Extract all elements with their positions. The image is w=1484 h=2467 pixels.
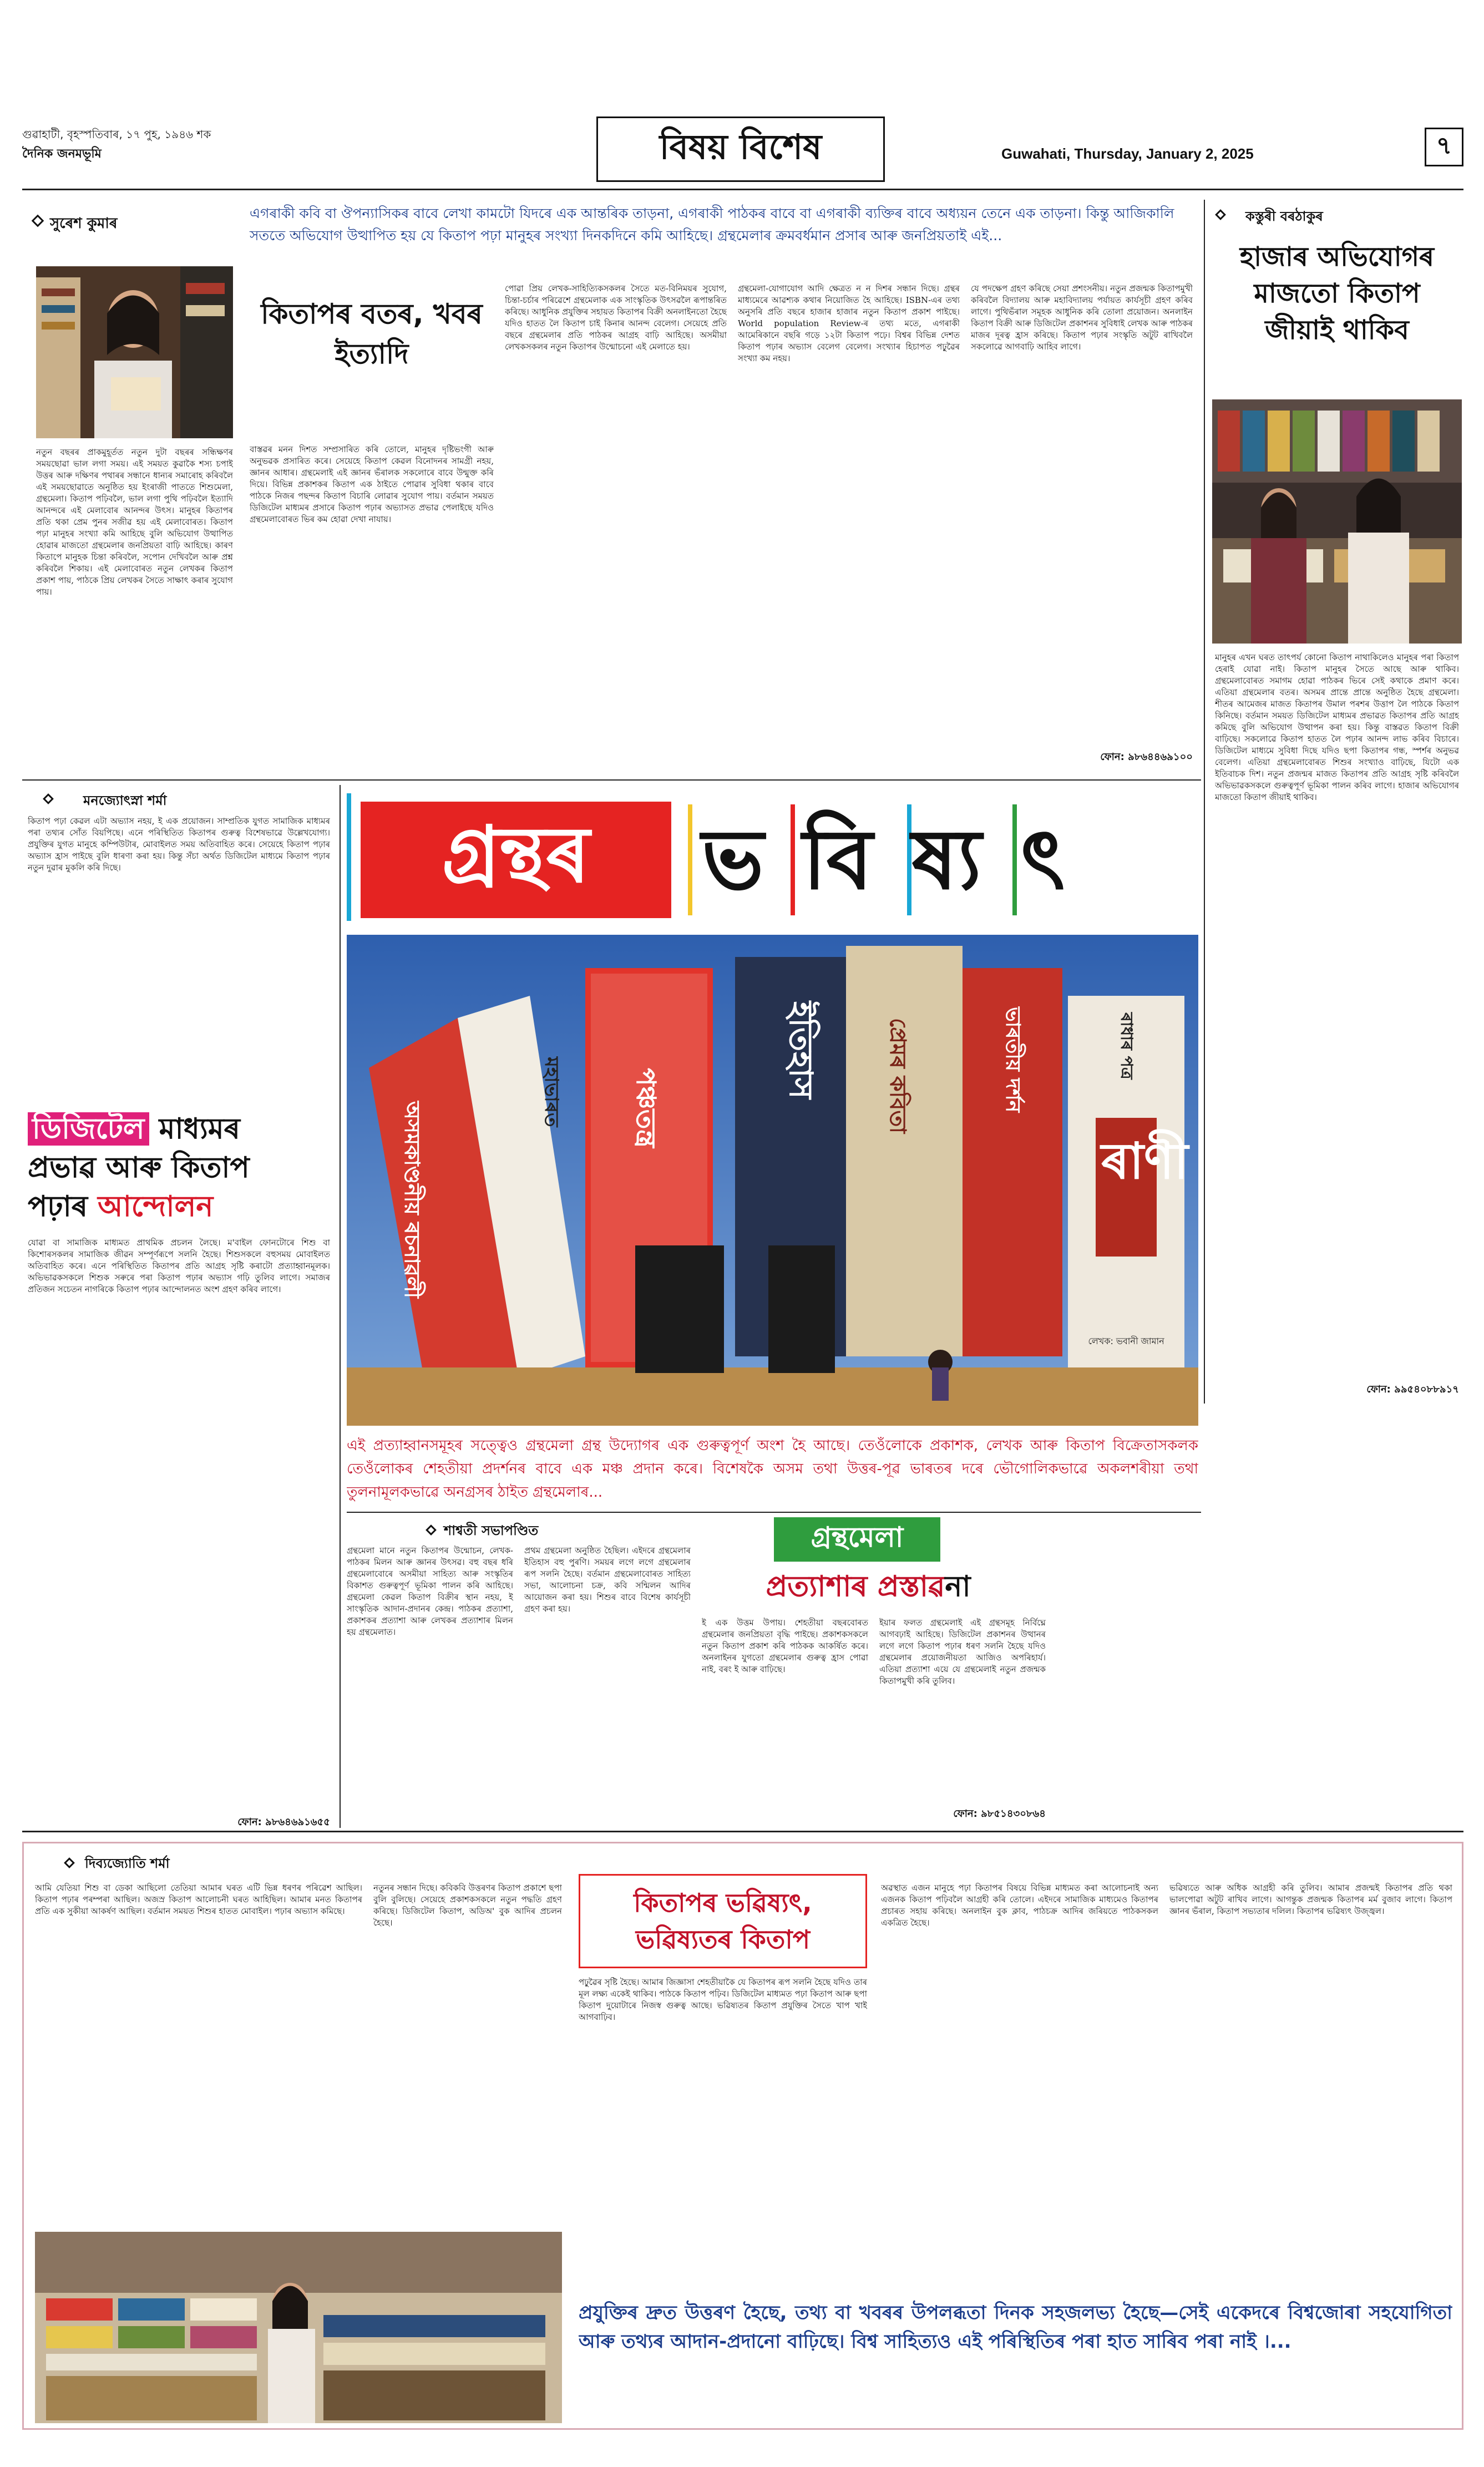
reader-photo (36, 266, 233, 438)
article1-phone: ফোন: ৯৮৬৪৪৬৯১০০ (1100, 751, 1193, 763)
article-1 (22, 200, 1198, 777)
banner-title-part2: ভবিষ্যৎ (702, 812, 1104, 908)
header-rule (22, 189, 1463, 190)
section-title-box (596, 116, 885, 182)
article4-phone: ফোন: ৯৮৫১৪৩০৮৬৪ (953, 1808, 1046, 1820)
article5-col1: আমি যেতিয়া শিশু বা ডেকা আছিলো তেতিয়া আমাৰ ঘৰত এটি ভিন্ন ধৰণৰ পৰিৱেশ আছিল। কিতাপ পঢ়াৰ পৰম্পৰা আছিল। অজস্ৰ কিতাপ আলোচনী ঘৰত আহিছিল। আমাৰ মনত কিতাপৰ প্ৰতি এক সুকীয়া আকৰ্ষণ আছিল। বৰ্তমান সময়ত শিশুৰ হাতত মোবাইল। পঢ়াৰ অভ্যাস কমিছে। (35, 1883, 362, 1916)
divider-h-3 (22, 1831, 1463, 1832)
divider-h-2 (347, 1512, 1201, 1513)
article4-col3: ই এক উত্তম উপায়। শেহতীয়া বছৰবোৰত গ্ৰন্থমেলাৰ জনপ্ৰিয়তা বৃদ্ধি পাইছে। প্ৰকাশকসকলে নতুন কিতাপ প্ৰকাশ কৰি পাঠকক আকৰ্ষিত কৰে। অনলাইনৰ যুগতো গ্ৰন্থমেলাৰ গুৰুত্ব হ্ৰাস পোৱা নাই, বৰং ই আৰু বাঢ়িছে। (702, 1618, 868, 1674)
article5-bottom-quote: প্ৰযুক্তিৰ দ্ৰুত উত্তৰণ হৈছে, তথ্য বা খবৰৰ উপলব্ধতা দিনক সহজলভ্য হৈছে—সেই একেদৰে বিশ্বজোৰা সহযোগিতা আৰু তথ্যৰ আদান-প্ৰদানো বাঢ়িছে। বিশ্ব সাহিত্যও এই পৰিস্থিতিৰ পৰা হাত সাৰিব পৰা নাই ।... (579, 2302, 1452, 2353)
article-3 (22, 785, 336, 1828)
headline-rest1: মাধ্যমৰ (149, 1112, 240, 1146)
bookshop-photo (35, 2232, 562, 2423)
bookstall-photo-art (1212, 399, 1462, 644)
article-2 (1212, 200, 1462, 1404)
article3-body-top: কিতাপ পঢ়া কেৱল এটা অভ্যাস নহয়, ই এক প্ৰয়োজন। সাম্প্ৰতিক যুগত সামাজিক মাধ্যমৰ পৰা তথ্যৰ সোঁত বিয়পিছে। এনে পৰিস্থিতিত কিতাপৰ গুৰুত্ব বিশেষভাৱে উল্লেখযোগ্য। প্ৰযুক্তিৰ যুগত মানুহে কম্পিউটাৰ, মোবাইলত সময় অতিবাহিত কৰে। সেয়েহে কিতাপ পঢ়াৰ অভ্যাস হ্ৰাস পাইছে বুলি ধাৰণা কৰা হয়। কিন্তু সঁচা অৰ্থত ডিজিটেল মাধ্যমে কিতাপ পঢ়াৰ নতুন দুৱাৰ মুকলি কৰি দিছে। (28, 816, 330, 873)
article3-headline (28, 1110, 330, 1226)
book-title-3: ভাৰতীয় দৰ্শন (1001, 1007, 1024, 1113)
banner-bar-yellow (688, 804, 692, 915)
author-name: শাশ্বতী সভাপণ্ডিত (444, 1523, 539, 1538)
divider-v-left (340, 785, 341, 1828)
article5-col3: পঢ়ুৱৈৰ সৃষ্টি হৈছে। আমাৰ জিজ্ঞাসা শেহতীয়াকৈ যে কিতাপৰ ৰূপ সলনি হৈছে যদিও তাৰ মূল লক্ষ্য একেই থাকিব। পাঠকে কিতাপ পঢ়িব। ডিজিটেল মাধ্যমত পঢ়া কিতাপ আৰু ছপা কিতাপ দুয়োটাৰে নিজস্ব গুৰুত্ব আছে। ভৱিষ্যতৰ কিতাপ প্ৰযুক্তিৰ সৈতে খাপ খাই আগবাঢ়িব। (579, 1977, 867, 2022)
book-spine-mid: মহাভাৰত (540, 1057, 563, 1127)
article4-col1: গ্ৰন্থমেলা মানে নতুন কিতাপৰ উন্মোচন, লেখক-পাঠকৰ মিলন আৰু জ্ঞানৰ উৎসৱ। বহু বছৰ ধৰি গ্ৰন্থমেলাবোৰে অসমীয়া সাহিত্য আৰু সংস্কৃতিৰ বিকাশত গুৰুত্বপূৰ্ণ ভূমিকা পালন কৰি আহিছে। গ্ৰন্থমেলা কেৱল কিতাপ বিক্ৰীৰ স্থান নহয়, ই সাংস্কৃতিক আদান-প্ৰদানৰ কেন্দ্ৰ। পাঠকৰ প্ৰত্যাশা, প্ৰকাশকৰ প্ৰত্যাশা আৰু লেখকৰ প্ৰত্যাশাৰ মিলন হয় গ্ৰন্থমেলাত। (347, 1546, 513, 1637)
headline-part-b: না (945, 1570, 971, 1603)
book-poster-tag: লেখক: ভবানী জামান (1088, 1336, 1164, 1346)
book-title-0: পঞ্চতন্ত্ৰ (630, 1068, 661, 1148)
article1-col-left: নতুন বছৰৰ প্ৰাকমুহূৰ্তত নতুন দুটা বছৰৰ সন্ধিক্ষণৰ সময়ছোৱা ভাল লগা সময়। এই সময়ত কুৱাকৈ শস্য চপাই উত্তৰ আৰু দক্ষিণৰ পথাৰৰ সন্ধানে ধান্যৰ সমাৰোহ কৰিবলৈ এই সময়ছোৱাতে অনুষ্ঠিত হয় ইংৰাজী পাততে শিশুমেলা, গ্ৰন্থমেলা। কিতাপ পঢ়িবলৈ, ভাল লগা পুথি পঢ়িবলৈ ইত্যাদি আনন্দৰে এই মেলাবোৰ আনন্দৰ উৎস। মানুহৰ কিতাপৰ প্ৰতি থকা প্ৰেম পুনৰ সজীৱ হয় এই মেলাবোৰত। কিতাপ পঢ়া মানুহৰ সংখ্যা কমি আহিছে বুলি অভিযোগ উত্থাপিত হোৱাৰ মাজতো গ্ৰন্থমেলাৰ জনপ্ৰিয়তা বাঢ়ি আহিছে। কাৰণ কিতাপে মানুহক চিন্তা কৰিবলৈ, সপোন দেখিবলৈ আৰু প্ৰশ্ন কৰিবলৈ শিকায়। এই মেলাবোৰত নতুন লেখকৰ কিতাপ প্ৰকাশ পায়, পাঠকে প্ৰিয় লেখকৰ সৈতে সাক্ষাৎ কৰাৰ সুযোগ পায়। (36, 447, 233, 597)
author-name: সুৰেশ কুমাৰ (50, 215, 118, 232)
author-name: দিব্যজ্যোতি শৰ্মা (85, 1856, 170, 1871)
section-title: বিষয় বিশেষ (659, 126, 822, 167)
article4-tag: গ্ৰন্থমেলা (811, 1521, 904, 1553)
author-bullet (426, 1524, 437, 1536)
book-installation-art (347, 935, 1198, 1426)
article-5-frame (22, 1842, 1463, 2430)
header-left-date: গুৱাহাটী, বৃহস্পতিবাৰ, ১৭ পুহ, ১৯৪৬ শক (22, 128, 211, 141)
header-right-date: Guwahati, Thursday, January 2, 2025 (1001, 145, 1254, 162)
article-4 (347, 1517, 1462, 1828)
article1-headline: কিতাপৰ বতৰ, খবৰ ইত্যাদি (261, 298, 483, 370)
article5-headline-line1: কিতাপৰ ভৱিষ্যৎ, (634, 1888, 812, 1918)
author-bullet (43, 793, 54, 804)
author-name: মনজ্যোৎস্না শৰ্মা (83, 793, 167, 808)
banner-title-area (347, 791, 1198, 924)
book-spine-left: অসমকাণ্ডনীয় ৰচনাৱলী (400, 1101, 424, 1299)
article5-headline-box (579, 1874, 867, 1968)
article2-phone: ফোন: ৯৯৫৪০৮৮৯১৭ (1366, 1384, 1459, 1395)
article5-col4: অৱস্থাত এজন মানুহে পঢ়া কিতাপৰ বিষয়ে বিভিন্ন মাধ্যমত কৰা আলোচনাই অন্য এজনক কিতাপ পঢ়িবলৈ আগ্ৰহী কৰি তোলে। এইদৰে সামাজিক মাধ্যমেও কিতাপৰ প্ৰচাৰত সহায় কৰিছে। অনলাইন বুক ক্লাব, পাঠচক্ৰ আদিৰ জৰিয়তে পাঠকসকল একত্ৰিত হৈছে। (881, 1883, 1158, 1928)
book-title-1: ইতিহাস (782, 1001, 820, 1099)
article1-col-r2: গ্ৰন্থমেলা-যোগাযোগ আদি ক্ষেত্ৰত ন ন দিশৰ সন্ধান দিছে। গ্ৰন্থৰ মাধ্যমেৰে আৱশ্যক কথাৰ নিয়োজিত হৈ আহিছে। ISBN-এৰ তথ্য অনুসৰি প্ৰতি বছৰে হাজাৰ হাজাৰ নতুন কিতাপ প্ৰকাশ পাইছে। World population Review-ৰ তথ্য মতে, এগৰাকী আমেৰিকানে বছৰি গড়ে ১২টা কিতাপ পঢ়ে। বিশ্বৰ বিভিন্ন দেশত কিতাপ পঢ়াৰ অভ্যাস বেলেগ বেলেগ। সংখ্যাৰ হিচাপত পঢ়ুৱৈৰ সংখ্যা কম নহয়। (738, 283, 960, 363)
banner-title-part1: গ্ৰন্থৰ (442, 809, 590, 900)
page-number: ৭ (1436, 131, 1452, 160)
article5-col2: নতুনৰ সন্ধান দিছে। কবিকবি উত্তৰণৰ কিতাপ প্ৰকাশে ছপা বুলি বুলিছে। সেয়েহে প্ৰকাশকসকলে নতুন পদ্ধতি গ্ৰহণ কৰিছে। ডিজিটেল কিতাপ, অডিঅ' বুক আদিৰ প্ৰচলন হৈছে। (373, 1883, 562, 1928)
article4-tag-box (774, 1517, 940, 1562)
banner-caption: এই প্ৰত্যাহ্বানসমূহৰ সত্ত্বেও গ্ৰন্থমেলা গ্ৰন্থ উদ্যোগৰ এক গুৰুত্বপূৰ্ণ অংশ হৈ আছে। তেওঁলোকে প্ৰকাশক, লেখক আৰু কিতাপ বিক্ৰেতাসকলক তেওঁলোকৰ শেহতীয়া প্ৰদৰ্শনৰ বাবে এক মঞ্চ প্ৰদান কৰে। বিশেষকৈ অসম তথা উত্তৰ-পূৱ ভাৰতৰ দৰে ভৌগোলিকভাৱে অকলশৰীয়া তথা তুলনামূলকভাৱে অনগ্ৰসৰ ঠাইত গ্ৰন্থমেলাৰ... (347, 1437, 1198, 1501)
book-title-2: প্ৰেমৰ কবিতা (885, 1018, 910, 1134)
article1-col-r3: যে পদক্ষেপ গ্ৰহণ কৰিছে সেয়া প্ৰশংসনীয়। নতুন প্ৰজন্মক কিতাপমুখী কৰিবলৈ বিদ্যালয় আৰু মহাবিদ্যালয় পৰ্যায়ত কাৰ্যসূচী গ্ৰহণ কৰিব লাগে। পুথিভঁৰাল সমূহক আধুনিক কৰি তোলা প্ৰয়োজন। অনলাইন কিতাপ বিক্ৰী আৰু ডিজিটেল প্ৰকাশনৰ সুবিধাই লেখক আৰু পাঠকৰ মাজৰ দূৰত্ব হ্ৰাস কৰিছে। কিতাপ পঢ়াৰ সংস্কৃতি অটুট ৰাখিবলৈ সকলোৱে আগবাঢ়ি আহিব লাগে। (971, 283, 1193, 352)
article3-phone: ফোন: ৯৮৬৪৬৯১৬৫৫ (237, 1816, 330, 1828)
divider-v-right (1204, 200, 1205, 1404)
reader-photo-art (36, 266, 233, 438)
article2-body: মানুহৰ এখন ঘৰত তাৎপৰ্য কোনো কিতাপ নাথাকিলেও মানুহৰ পৰা কিতাপ হেৰাই যোৱা নাই। কিতাপ মানুহৰ সৈতে আছে আৰু থাকিব। গ্ৰন্থমেলাবোৰত সমাগম হোৱা পাঠকৰ ভিৰে সেই কথাকে প্ৰমাণ কৰে। এতিয়া গ্ৰন্থমেলাৰ বতৰ। অসমৰ প্ৰান্তে প্ৰান্তে অনুষ্ঠিত হৈছে গ্ৰন্থমেলা। শীতৰ আমেজৰ মাজত কিতাপৰ উমাল পৰশৰ উত্তাপ লৈ পাঠকে কিতাপ কিনিছে। বৰ্তমান সময়ত ডিজিটেল মাধ্যমৰ প্ৰভাৱত কিতাপৰ প্ৰতি আগ্ৰহ কমিছে বুলি অভিযোগ উত্থাপন কৰা হয়। কিন্তু বাস্তৱত কিতাপ বিক্ৰী বাঢ়িছে। সকলোৱে কিতাপ হাতত লৈ পঢ়াৰ আনন্দ লাভ কৰিব বিচাৰে। ডিজিটেল মাধ্যমে সুবিধা দিছে যদিও ছপা কিতাপৰ গন্ধ, স্পৰ্শৰ অনুভৱ বেলেগ। এতিয়া গ্ৰন্থমেলাবোৰত শিশুৰ সংখ্যাও বাঢ়িছে, যিটো এক ইতিবাচক দিশ। নতুন প্ৰজন্মৰ মাজত কিতাপৰ প্ৰতি আগ্ৰহ সৃষ্টি কৰিবলৈ অভিভাৱকসকলে গুৰুত্বপূৰ্ণ ভূমিকা পালন কৰিব লাগে। হাজাৰ অভিযোগৰ মাজতো কিতাপ জীয়াই থাকিব। (1215, 652, 1459, 802)
book-installation-photo (347, 935, 1198, 1426)
headline-line2: প্ৰভাৱ আৰু কিতাপ (28, 1151, 250, 1184)
book-spine-right: ৰাধাৰ পত্ৰ (1117, 1012, 1136, 1080)
banner-title-part1-box (361, 802, 671, 918)
article1-intro: এগৰাকী কবি বা ঔপন্যাসিকৰ বাবে লেখা কামটো যিদৰে এক আন্তৰিক তাড়না, এগৰাকী পাঠকৰ বাবে বা এগৰাকী ব্যক্তিৰ বাবে অধ্যয়ন তেনে এক তাড়না। কিন্তু আজিকালি সততে অভিযোগ উত্থাপিত হয় যে কিতাপ পঢ়া মানুহৰ সংখ্যা দিনকদিনে কমি আহিছে। গ্ৰন্থমেলাৰ ক্ৰমবৰ্ধমান প্ৰসাৰ আৰু জনপ্ৰিয়তাই এই... (250, 205, 1174, 244)
divider-h-1 (22, 779, 1201, 781)
article5-col5: ভৱিষ্যতে আৰু অধিক আগ্ৰহী কৰি তুলিব। আমাৰ প্ৰজন্মই কিতাপৰ প্ৰতি থকা ভালপোৱা অটুট ৰাখিব লাগে। আগন্তুক প্ৰজন্মক কিতাপৰ মৰ্ম বুজাব লাগে। কিতাপ জ্ঞানৰ ভঁৰাল, কিতাপ সভ্যতাৰ দলিল। কিতাপৰ ভৱিষ্যৎ উজ্জ্বল। (1169, 1883, 1452, 1916)
article1-col-r1: পোৱা প্ৰিয় লেখক-সাহিত্যিকসকলৰ সৈতে মত-বিনিময়ৰ সুযোগ, চিন্তা-চৰ্চাৰ পৰিৱেশে গ্ৰন্থমেলাক এক সাংস্কৃতিক উৎসৱলৈ ৰূপান্তৰিত কৰিছে। আধুনিক প্ৰযুক্তিৰ সহায়ত কিতাপৰ বিক্ৰী অনলাইনতো হৈছে যদিও হাতত লৈ কিতাপ চাই কিনাৰ আনন্দ বেলেগ। সেয়েহে প্ৰতি বছৰে গ্ৰন্থমেলাৰ প্ৰতি পাঠকৰ আগ্ৰহ বাঢ়ি আহিছে। অসমীয়া লেখকসকলৰ নতুন কিতাপৰ উন্মোচনো এই মেলাতে হয়। (505, 283, 727, 352)
page-number-box (1425, 128, 1463, 166)
header-left-paper: দৈনিক জনমভূমি (22, 147, 102, 161)
headline-line3b: আন্দোলন (98, 1190, 214, 1223)
headline-part-a: প্ৰত্যাশাৰ প্ৰস্তাৱ (766, 1570, 945, 1603)
article4-headline (691, 1567, 1046, 1606)
author-bullet (64, 1857, 75, 1868)
author-bullet (32, 215, 44, 227)
article1-headline-box (250, 283, 494, 438)
author-name: কস্তুৰী বৰঠাকুৰ (1245, 209, 1323, 224)
article1-col-mid: বাস্তৱৰ মনন দিশত সম্প্ৰসাৰিত কৰি তোলে, মানুহৰ দৃষ্টিভংগী আৰু অনুভৱক প্ৰসাৰিত কৰে। সেয়েহে কিতাপ কেৱল বিনোদনৰ সামগ্ৰী নহয়, জ্ঞানৰ আধাৰ। গ্ৰন্থমেলাই এই জ্ঞানৰ ভঁৰালক সকলোৰে বাবে উন্মুক্ত কৰি দিয়ে। বিভিন্ন প্ৰকাশকৰ কিতাপ এক ঠাইতে পোৱাৰ সুবিধা থকাৰ বাবে পাঠকে নিজৰ পছন্দৰ কিতাপ বিচাৰি লোৱাৰ সুযোগ পায়। বৰ্তমান সময়ত ডিজিটেল মাধ্যমৰ প্ৰসাৰে কিতাপ পঢ়াৰ অভ্যাসত প্ৰভাৱ পেলাইছে যদিও গ্ৰন্থমেলাবোৰত ভিৰ কম হোৱা দেখা নাযায়। (250, 444, 494, 524)
bookstall-photo (1212, 399, 1462, 644)
headline-line3a: পঢ়াৰ (28, 1190, 98, 1223)
article2-headline: হাজাৰ অভিযোগৰ মাজতো কিতাপ জীয়াই থাকিব (1239, 241, 1435, 346)
article5-headline-line2: ভৱিষ্যতৰ কিতাপ (636, 1924, 810, 1954)
bookshop-photo-art (35, 2232, 562, 2423)
article3-body-bottom: যোৱা বা সামাজিক মাধ্যমত প্ৰাথমিক প্ৰচলন লৈছে। ম'বাইল ফোনটোৰে শিশু বা কিশোৰসকলৰ সামাজিক জীৱন সম্পূৰ্ণৰূপে সলনি হৈছে। শিশুসকলে বহুসময় মোবাইলত অতিবাহিত কৰে। এনে পৰিস্থিতিত কিতাপৰ প্ৰতি আগ্ৰহ সৃষ্টি কৰাটো প্ৰত্যাহ্বানমূলক। অভিভাৱকসকলে শিশুক সৰুৰে পৰা কিতাপ পঢ়াৰ অভ্যাস গঢ়ি তুলিব লাগে। সমাজৰ প্ৰতিজন সচেতন নাগৰিকে কিতাপ পঢ়াৰ আন্দোলনত অংশ গ্ৰহণ কৰিব লাগে। (28, 1238, 330, 1294)
author-bullet (1215, 209, 1226, 220)
banner-bar-cyan (347, 793, 351, 921)
article4-col2: প্ৰথম গ্ৰন্থমেলা অনুষ্ঠিত হৈছিল। এইদৰে গ্ৰন্থমেলাৰ ইতিহাস বহু পুৰণি। সময়ৰ লগে লগে গ্ৰন্থমেলাৰ ৰূপ সলনি হৈছে। বৰ্তমান গ্ৰন্থমেলাবোৰত সাহিত্য সভা, আলোচনা চক্ৰ, কবি সন্মিলন আদিৰ আয়োজন কৰা হয়। শিশুৰ বাবে বিশেষ কাৰ্যসূচী গ্ৰহণ কৰা হয়। (524, 1546, 691, 1614)
headline-digital-tag: ডিজিটেল (28, 1112, 149, 1146)
article4-col4: ইয়াৰ ফলত গ্ৰন্থমেলাই এই গ্ৰন্থসমূহ নিৰ্বিঘ্নে আগবঢ়াই আহিছে। ডিজিটেল প্ৰকাশনৰ উত্থানৰ লগে লগে কিতাপ পঢ়াৰ ধৰণ সলনি হৈছে যদিও গ্ৰন্থমেলাৰ প্ৰয়োজনীয়তা আজিও অপৰিহাৰ্য। এতিয়া প্ৰত্যাশা এয়ে যে গ্ৰন্থমেলাই নতুন প্ৰজন্মক কিতাপমুখী কৰি তুলিব। (879, 1618, 1046, 1686)
book-title-4: ৰাণী (1101, 1132, 1188, 1191)
